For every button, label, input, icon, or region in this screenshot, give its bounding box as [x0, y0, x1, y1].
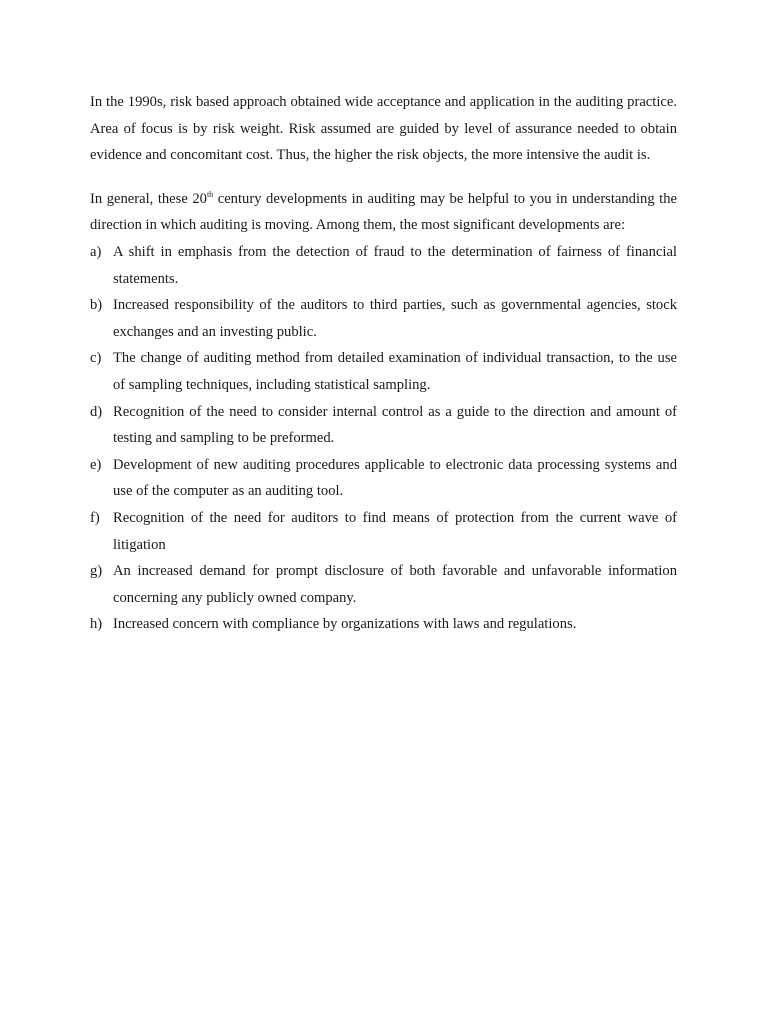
developments-list [90, 239, 677, 638]
list-item-text: Development of new auditing procedures applicable to electronic data processing systems and use of the computer as an auditing tool. [113, 456, 677, 500]
list-item [90, 611, 677, 638]
list-item-marker: e) [90, 456, 102, 473]
list-item-marker: a) [90, 243, 102, 260]
list-item [90, 345, 677, 398]
list-item [90, 292, 677, 345]
list-item-text: Recognition of the need to consider internal control as a guide to the direction and amount of testing and sampling to be preformed. [113, 403, 677, 447]
list-item-marker: g) [90, 563, 103, 580]
list-item-text: A shift in emphasis from the detection of fraud to the determination of fairness of financial statements. [113, 243, 677, 287]
ordinal-superscript: th [206, 189, 214, 199]
list-item [90, 558, 677, 611]
list-item-marker: d) [90, 403, 103, 420]
list-item-text: An increased demand for prompt disclosure of both favorable and unfavorable information concerning any publicly owned company. [113, 563, 677, 606]
list-item [90, 505, 677, 558]
list-item-marker: b) [90, 297, 103, 314]
paragraph-risk-based-approach: In the 1990s, risk based approach obtained wide acceptance and application in the auditing practice. Area of focus is by risk weight. Risk assumed are guided by level of assurance needed to obtain evidence and concomitant cost. Thus, the higher the risk objects, the more intensive the audit is. [90, 94, 677, 164]
list-item-marker: c) [90, 350, 102, 367]
list-item [90, 239, 677, 292]
list-item-marker: h) [90, 616, 103, 633]
list-item-text: Recognition of the need for auditors to find means of protection from the current wave of litigation [113, 509, 677, 553]
paragraph-developments-intro [90, 186, 677, 239]
list-item [90, 399, 677, 452]
list-item-text: The change of auditing method from detailed examination of individual transaction, to the use of sampling techniques, including statistical sampling. [113, 350, 677, 393]
document-body [90, 89, 677, 638]
paragraph-intro-text-before: In general, these 20 [90, 190, 207, 207]
list-item [90, 452, 677, 505]
paragraph-intro-text-after: century developments in auditing may be helpful to you in understanding the direction in which auditing is moving. Among them, the most significant developments are: [90, 190, 677, 234]
list-item-text: Increased concern with compliance by organizations with laws and regulations. [113, 616, 577, 633]
list-item-marker: f) [90, 509, 100, 526]
list-item-text: Increased responsibility of the auditors to third parties, such as governmental agencies, stock exchanges and an investing public. [113, 297, 677, 340]
